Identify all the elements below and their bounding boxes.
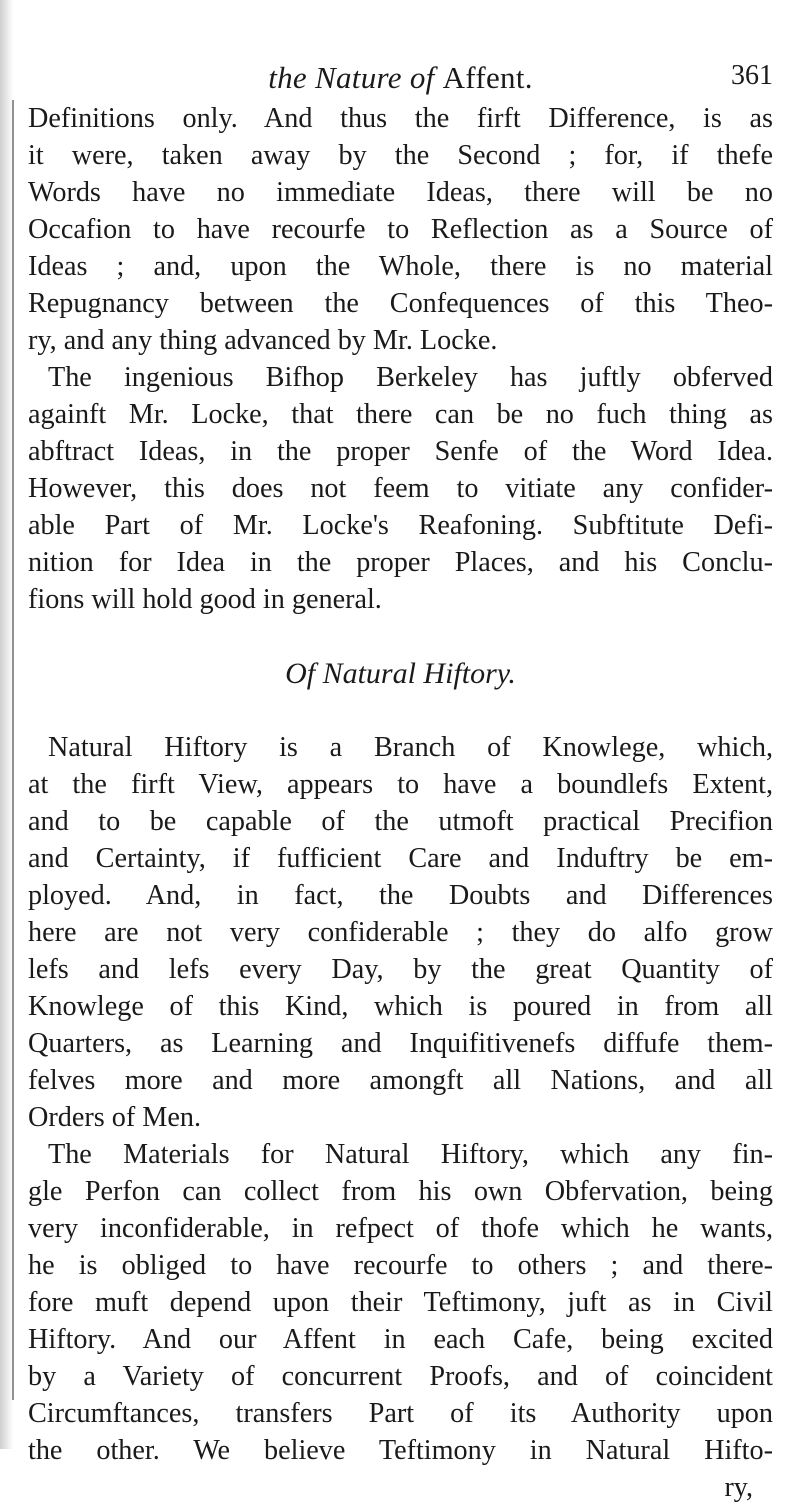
text-line: However, this does not feem to vitiate any confider- <box>28 473 773 504</box>
text-line: Circumftances, transfers Part of its Authority upon <box>28 1398 773 1429</box>
text-line: Natural Hiftory is a Branch of Knowlege, which, <box>48 732 773 763</box>
text-line: he is obliged to have recourfe to others ; and there- <box>28 1250 773 1281</box>
text-line: Quarters, as Learning and Inquifitivenefs diffufe them- <box>28 1028 773 1059</box>
text-line: nition for Idea in the proper Places, and his Conclu- <box>28 547 773 578</box>
text-line: Hiftory. And our Affent in each Cafe, being excited <box>28 1324 773 1355</box>
paragraph-materials-cont <box>28 1173 773 1469</box>
text-line: Ideas ; and, upon the Whole, there is no material <box>28 251 773 282</box>
catchword: ry, <box>724 1472 753 1503</box>
text-line: the other. We believe Teftimony in Natural Hifto- <box>28 1435 773 1466</box>
text-line: Orders of Men. <box>28 1102 201 1133</box>
text-line: gle Perfon can collect from his own Obfervation, being <box>28 1176 773 1207</box>
text-line: and to be capable of the utmoft practical Precifion <box>28 806 773 837</box>
text-line: The Materials for Natural Hiftory, which any fin- <box>48 1139 773 1170</box>
text-line: abftract Ideas, in the proper Senfe of the Word Idea. <box>28 436 773 467</box>
text-line: it were, taken away by the Second ; for, if thefe <box>28 140 773 171</box>
text-line: ry, and any thing advanced by Mr. Locke. <box>28 325 498 356</box>
text-line: able Part of Mr. Locke's Reafoning. Subftitute Defi- <box>28 510 773 541</box>
paragraph-berkeley <box>28 359 773 396</box>
text-line: very inconfiderable, in refpect of thofe which he wants, <box>28 1213 773 1244</box>
text-line: and Certainty, if fufficient Care and Induftry be em- <box>28 843 773 874</box>
text-line: fore muft depend upon their Teftimony, juft as in Civil <box>28 1287 773 1318</box>
text-line: Words have no immediate Ideas, there will be no <box>28 177 773 208</box>
binding-edge-line <box>12 100 14 1400</box>
text-line: by a Variety of concurrent Proofs, and of coincident <box>28 1361 773 1392</box>
paragraph-berkeley-cont <box>28 396 773 618</box>
text-line: Definitions only. And thus the firft Difference, is as <box>28 103 773 134</box>
text-line: The ingenious Bifhop Berkeley has juftly obferved <box>48 362 773 393</box>
paragraph-definitions <box>28 100 773 359</box>
paragraph-natural-history <box>28 729 773 766</box>
paragraph-materials <box>28 1136 773 1173</box>
text-line: fions will hold good in general. <box>28 584 382 615</box>
section-heading: Of Natural Hiftory. <box>285 657 516 690</box>
text-line: againft Mr. Locke, that there can be no fuch thing as <box>28 399 773 430</box>
running-head <box>28 60 773 100</box>
text-line: felves more and more amongft all Nations, and all <box>28 1065 773 1096</box>
text-line: lefs and lefs every Day, by the great Quantity of <box>28 954 773 985</box>
book-page <box>28 60 773 1506</box>
page-number: 361 <box>731 60 773 91</box>
running-head-title-word: Affent. <box>442 60 533 95</box>
text-line: Knowlege of this Kind, which is poured in from all <box>28 991 773 1022</box>
text-line: ployed. And, in fact, the Doubts and Differences <box>28 880 773 911</box>
text-line: here are not very confiderable ; they do alfo grow <box>28 917 773 948</box>
paragraph-natural-history-cont <box>28 766 773 1136</box>
text-line: Occafion to have recourfe to Reflection as a Source of <box>28 214 773 245</box>
running-head-title <box>28 60 773 96</box>
text-line: Repugnancy between the Confequences of this Theo- <box>28 288 773 319</box>
text-line: at the firft View, appears to have a boundlefs Extent, <box>28 769 773 800</box>
running-head-title-italic: the Nature of <box>268 60 435 95</box>
